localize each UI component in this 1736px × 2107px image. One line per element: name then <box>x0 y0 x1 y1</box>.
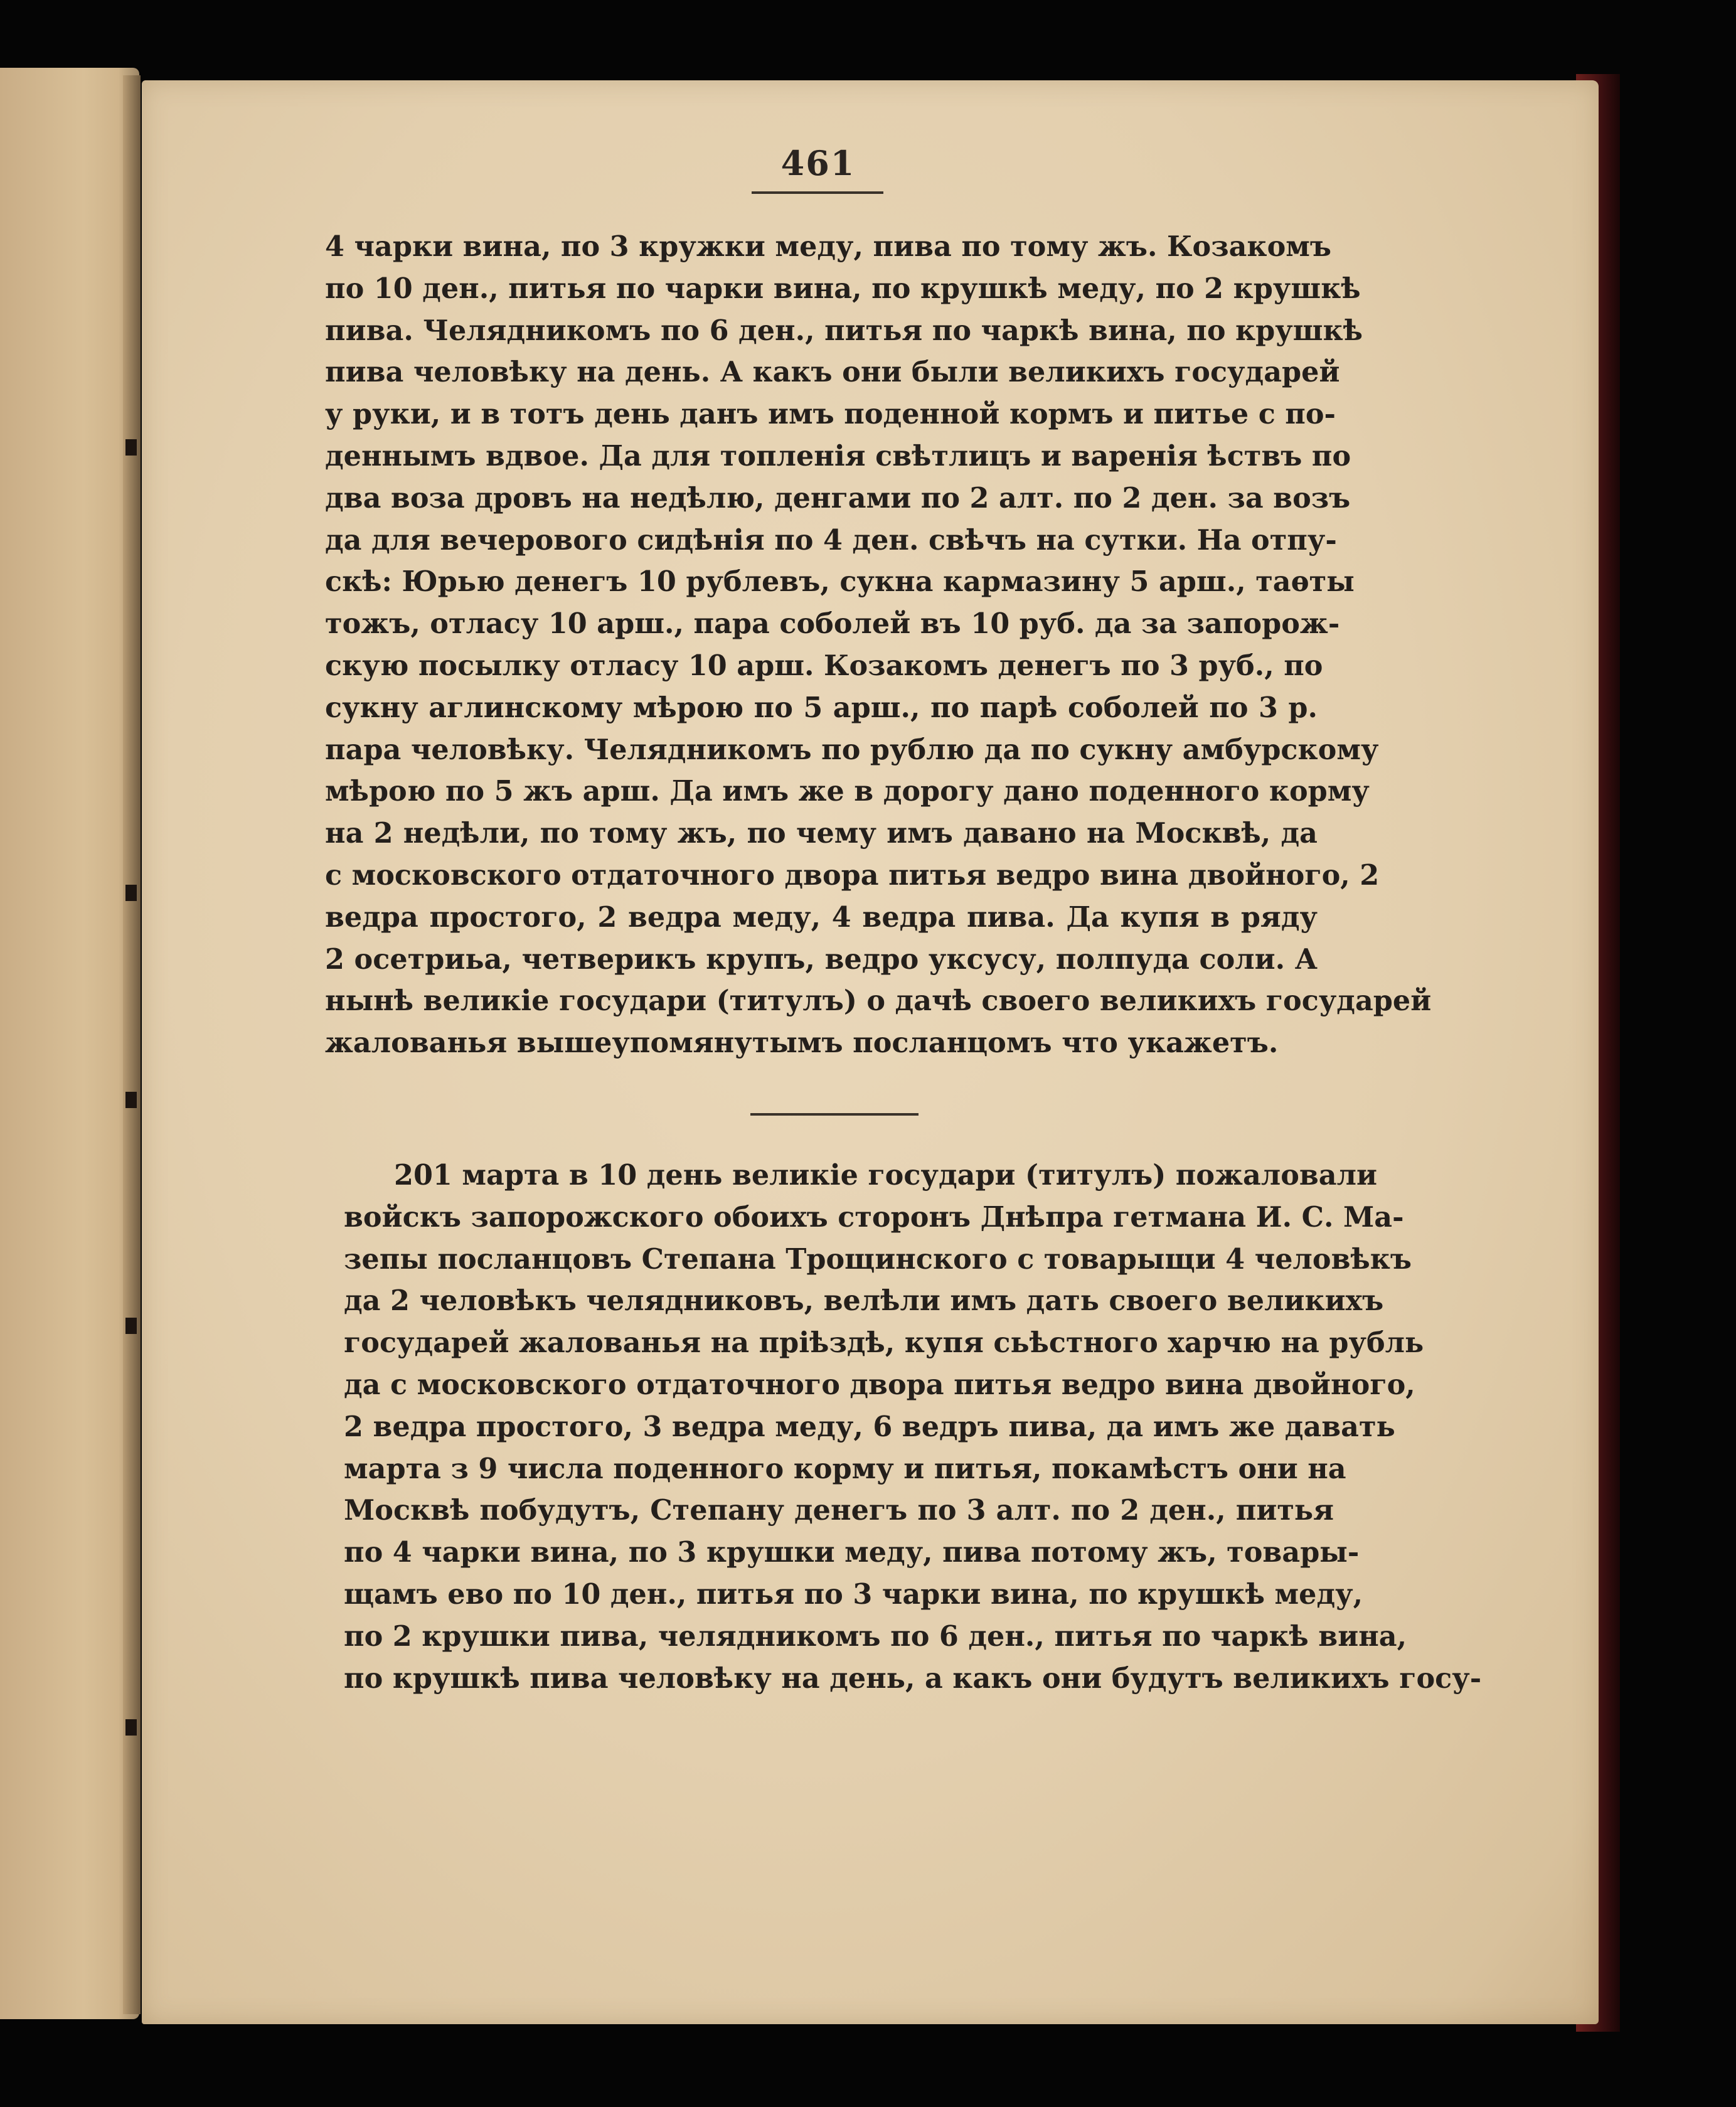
binding-stitch-mark <box>125 885 137 901</box>
text-line: да с московского отдаточного двора питья ведро вина двойного, <box>344 1368 1415 1401</box>
binding-stitch-mark <box>125 1719 137 1736</box>
paragraph-2 <box>344 1155 1482 1699</box>
text-line: щамъ ево по 10 ден., питья по 3 чарки вина, по крушкѣ меду, <box>344 1577 1363 1611</box>
text-line: скѣ: Юрью денегъ 10 рублевъ, сукна кармазину 5 арш., таѳты <box>325 565 1355 599</box>
text-line: по крушкѣ пива человѣку на день, а какъ они будутъ великихъ госу- <box>344 1662 1482 1695</box>
text-line: марта з 9 числа поденного корму и питья, покамѣстъ они на <box>344 1452 1346 1485</box>
text-line: тожъ, отласу 10 арш., пара соболей въ 10 руб. да за запорож- <box>325 607 1340 641</box>
text-line: сукну аглинскому мѣрою по 5 арш., по парѣ соболей по 3 р. <box>325 691 1318 724</box>
header-rule <box>752 191 883 194</box>
text-line: 2 ведра простого, 3 ведра меду, 6 ведръ пива, да имъ же давать <box>344 1410 1395 1443</box>
text-line: по 10 ден., питья по чарки вина, по крушкѣ меду, по 2 крушкѣ <box>325 272 1361 305</box>
text-line: пива человѣку на день. А какъ они были великихъ государей <box>325 356 1340 389</box>
text-line: с московского отдаточного двора питья ведро вина двойного, 2 <box>325 858 1380 892</box>
section-divider <box>750 1113 919 1116</box>
text-line: жалованья вышеупомянутымъ посланцомъ что укажетъ. <box>325 1027 1279 1060</box>
binding-stitch-mark <box>125 1092 137 1108</box>
text-line: нынѣ великіе государи (титулъ) о дачѣ своего великихъ государей <box>325 984 1432 1018</box>
text-line: скую посылку отласу 10 арш. Козакомъ денегъ по 3 руб., по <box>325 649 1323 682</box>
text-line: два воза дровъ на недѣлю, денгами по 2 алт. по 2 ден. за возъ <box>325 481 1351 515</box>
text-line: 201 марта в 10 день великіе государи (титулъ) пожаловали <box>394 1159 1378 1192</box>
text-line: государей жалованья на пріѣздѣ, купя сьѣстного харчю на рубль <box>344 1326 1424 1360</box>
text-line: деннымъ вдвое. Да для топленія свѣтлицъ и варенія ѣствъ по <box>325 439 1351 472</box>
text-line: мѣрою по 5 жъ арш. Да имъ же в дорогу дано поденного корму <box>325 775 1370 808</box>
binding-stitch-mark <box>125 439 137 456</box>
paragraph-1 <box>325 226 1432 1064</box>
text-line: Москвѣ побудутъ, Степану денегъ по 3 алт. по 2 ден., питья <box>344 1494 1334 1527</box>
binding-stitch-mark <box>125 1318 137 1334</box>
text-line: пива. Челядникомъ по 6 ден., питья по чаркѣ вина, по крушкѣ <box>325 314 1363 347</box>
text-line: у руки, и в тотъ день данъ имъ поденной кормъ и питье с по- <box>325 398 1336 431</box>
text-line: 4 чарки вина, по 3 кружки меду, пива по тому жъ. Козакомъ <box>325 230 1332 263</box>
text-line: по 4 чарки вина, по 3 крушки меду, пива потому жъ, товары- <box>344 1536 1360 1569</box>
text-line: войскъ запорожского обоихъ сторонъ Днѣпра гетмана И. С. Ма- <box>344 1200 1404 1234</box>
text-line: по 2 крушки пива, челядникомъ по 6 ден., питья по чаркѣ вина, <box>344 1619 1407 1653</box>
text-line: да 2 человѣкъ челядниковъ, велѣли имъ дать своего великихъ <box>344 1284 1384 1318</box>
text-line: 2 осетриьа, четверикъ крупъ, ведро уксусу, полпуда соли. А <box>325 942 1318 976</box>
text-line: пара человѣку. Челядникомъ по рублю да по сукну амбурскому <box>325 733 1379 766</box>
text-line: ведра простого, 2 ведра меду, 4 ведра пива. Да купя в ряду <box>325 900 1318 934</box>
left-page-edge <box>0 68 139 2019</box>
text-line: да для вечерового сидѣнія по 4 ден. свѣчъ на сутки. На отпу- <box>325 523 1337 557</box>
page-number: 461 <box>780 143 856 183</box>
text-line: зепы посланцовъ Степана Трощинского с товарыщи 4 человѣкъ <box>344 1242 1412 1276</box>
text-line: на 2 недѣли, по тому жъ, по чему имъ давано на Москвѣ, да <box>325 817 1318 850</box>
